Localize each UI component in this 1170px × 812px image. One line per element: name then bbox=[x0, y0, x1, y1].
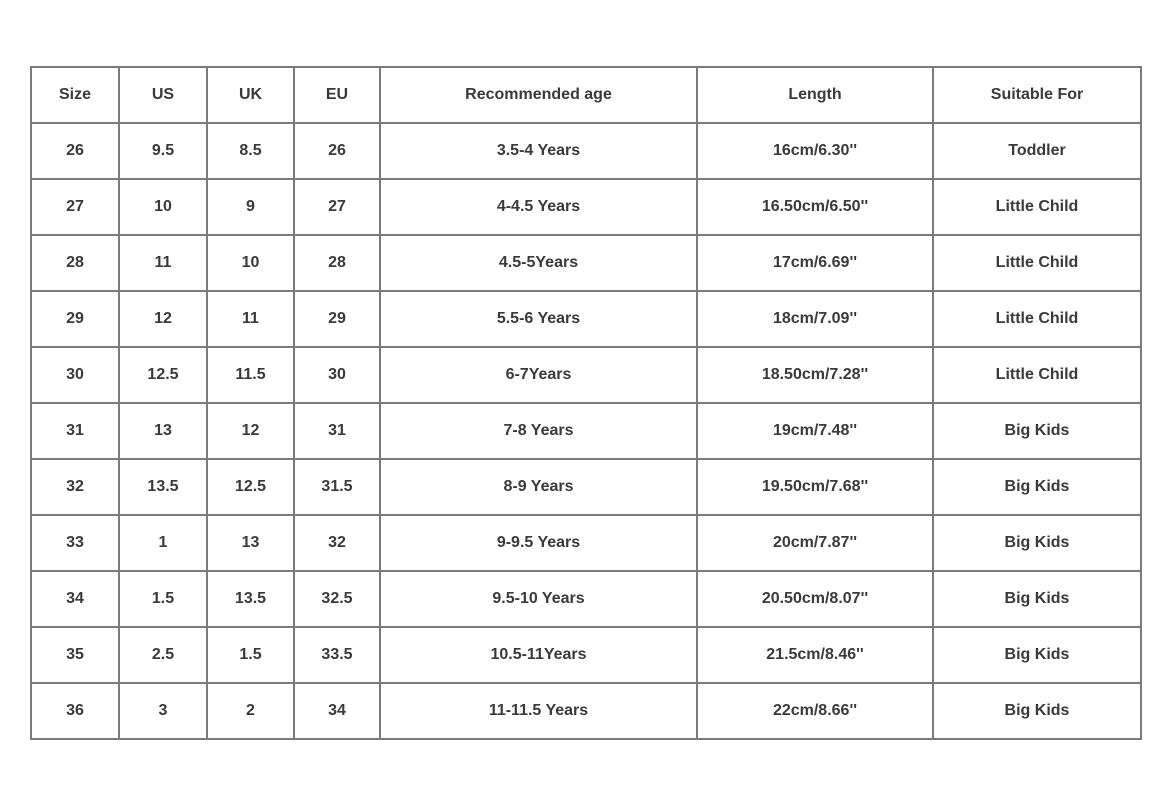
cell-uk: 13.5 bbox=[207, 571, 294, 627]
cell-us: 11 bbox=[119, 235, 207, 291]
cell-size: 34 bbox=[31, 571, 119, 627]
cell-recommended-age: 3.5-4 Years bbox=[380, 123, 697, 179]
column-header-size: Size bbox=[31, 67, 119, 123]
cell-suitable-for: Big Kids bbox=[933, 571, 1141, 627]
column-header-us: US bbox=[119, 67, 207, 123]
column-header-uk: UK bbox=[207, 67, 294, 123]
cell-uk: 2 bbox=[207, 683, 294, 739]
cell-suitable-for: Toddler bbox=[933, 123, 1141, 179]
table-row bbox=[31, 683, 1141, 739]
cell-eu: 32.5 bbox=[294, 571, 380, 627]
cell-us: 12.5 bbox=[119, 347, 207, 403]
table-header bbox=[31, 67, 1141, 123]
table-row bbox=[31, 627, 1141, 683]
cell-size: 32 bbox=[31, 459, 119, 515]
column-header-recommended-age: Recommended age bbox=[380, 67, 697, 123]
cell-size: 36 bbox=[31, 683, 119, 739]
cell-us: 10 bbox=[119, 179, 207, 235]
cell-eu: 31 bbox=[294, 403, 380, 459]
column-header-suitable-for: Suitable For bbox=[933, 67, 1141, 123]
cell-size: 33 bbox=[31, 515, 119, 571]
cell-size: 29 bbox=[31, 291, 119, 347]
cell-suitable-for: Big Kids bbox=[933, 683, 1141, 739]
cell-recommended-age: 11-11.5 Years bbox=[380, 683, 697, 739]
table-body bbox=[31, 123, 1141, 739]
cell-length: 22cm/8.66'' bbox=[697, 683, 933, 739]
cell-recommended-age: 6-7Years bbox=[380, 347, 697, 403]
cell-uk: 10 bbox=[207, 235, 294, 291]
cell-suitable-for: Little Child bbox=[933, 347, 1141, 403]
cell-uk: 9 bbox=[207, 179, 294, 235]
cell-uk: 12 bbox=[207, 403, 294, 459]
cell-uk: 1.5 bbox=[207, 627, 294, 683]
size-chart-table bbox=[30, 66, 1142, 740]
table-row bbox=[31, 123, 1141, 179]
cell-recommended-age: 9.5-10 Years bbox=[380, 571, 697, 627]
cell-suitable-for: Little Child bbox=[933, 179, 1141, 235]
cell-eu: 27 bbox=[294, 179, 380, 235]
cell-us: 13.5 bbox=[119, 459, 207, 515]
cell-length: 19cm/7.48'' bbox=[697, 403, 933, 459]
cell-size: 30 bbox=[31, 347, 119, 403]
cell-us: 2.5 bbox=[119, 627, 207, 683]
cell-length: 19.50cm/7.68'' bbox=[697, 459, 933, 515]
cell-uk: 13 bbox=[207, 515, 294, 571]
cell-us: 12 bbox=[119, 291, 207, 347]
cell-uk: 8.5 bbox=[207, 123, 294, 179]
table-row bbox=[31, 403, 1141, 459]
cell-eu: 33.5 bbox=[294, 627, 380, 683]
cell-suitable-for: Big Kids bbox=[933, 627, 1141, 683]
cell-length: 18.50cm/7.28'' bbox=[697, 347, 933, 403]
table-row bbox=[31, 179, 1141, 235]
cell-length: 20.50cm/8.07'' bbox=[697, 571, 933, 627]
cell-eu: 32 bbox=[294, 515, 380, 571]
cell-length: 16.50cm/6.50'' bbox=[697, 179, 933, 235]
cell-recommended-age: 4-4.5 Years bbox=[380, 179, 697, 235]
cell-size: 28 bbox=[31, 235, 119, 291]
cell-uk: 12.5 bbox=[207, 459, 294, 515]
cell-uk: 11 bbox=[207, 291, 294, 347]
cell-us: 9.5 bbox=[119, 123, 207, 179]
cell-suitable-for: Little Child bbox=[933, 291, 1141, 347]
cell-length: 21.5cm/8.46'' bbox=[697, 627, 933, 683]
cell-us: 1 bbox=[119, 515, 207, 571]
cell-size: 31 bbox=[31, 403, 119, 459]
cell-uk: 11.5 bbox=[207, 347, 294, 403]
cell-size: 35 bbox=[31, 627, 119, 683]
cell-suitable-for: Little Child bbox=[933, 235, 1141, 291]
cell-length: 16cm/6.30'' bbox=[697, 123, 933, 179]
cell-recommended-age: 8-9 Years bbox=[380, 459, 697, 515]
cell-eu: 28 bbox=[294, 235, 380, 291]
cell-size: 27 bbox=[31, 179, 119, 235]
cell-recommended-age: 7-8 Years bbox=[380, 403, 697, 459]
cell-suitable-for: Big Kids bbox=[933, 459, 1141, 515]
cell-length: 17cm/6.69'' bbox=[697, 235, 933, 291]
cell-recommended-age: 10.5-11Years bbox=[380, 627, 697, 683]
cell-us: 13 bbox=[119, 403, 207, 459]
cell-suitable-for: Big Kids bbox=[933, 403, 1141, 459]
cell-suitable-for: Big Kids bbox=[933, 515, 1141, 571]
header-row bbox=[31, 67, 1141, 123]
cell-recommended-age: 5.5-6 Years bbox=[380, 291, 697, 347]
cell-us: 3 bbox=[119, 683, 207, 739]
cell-eu: 26 bbox=[294, 123, 380, 179]
cell-eu: 29 bbox=[294, 291, 380, 347]
cell-us: 1.5 bbox=[119, 571, 207, 627]
cell-eu: 31.5 bbox=[294, 459, 380, 515]
table-row bbox=[31, 571, 1141, 627]
column-header-length: Length bbox=[697, 67, 933, 123]
cell-eu: 30 bbox=[294, 347, 380, 403]
column-header-eu: EU bbox=[294, 67, 380, 123]
table-row bbox=[31, 459, 1141, 515]
table-row bbox=[31, 235, 1141, 291]
cell-eu: 34 bbox=[294, 683, 380, 739]
table-row bbox=[31, 515, 1141, 571]
table-row bbox=[31, 347, 1141, 403]
cell-length: 20cm/7.87'' bbox=[697, 515, 933, 571]
cell-recommended-age: 9-9.5 Years bbox=[380, 515, 697, 571]
cell-recommended-age: 4.5-5Years bbox=[380, 235, 697, 291]
cell-size: 26 bbox=[31, 123, 119, 179]
table-row bbox=[31, 291, 1141, 347]
cell-length: 18cm/7.09'' bbox=[697, 291, 933, 347]
